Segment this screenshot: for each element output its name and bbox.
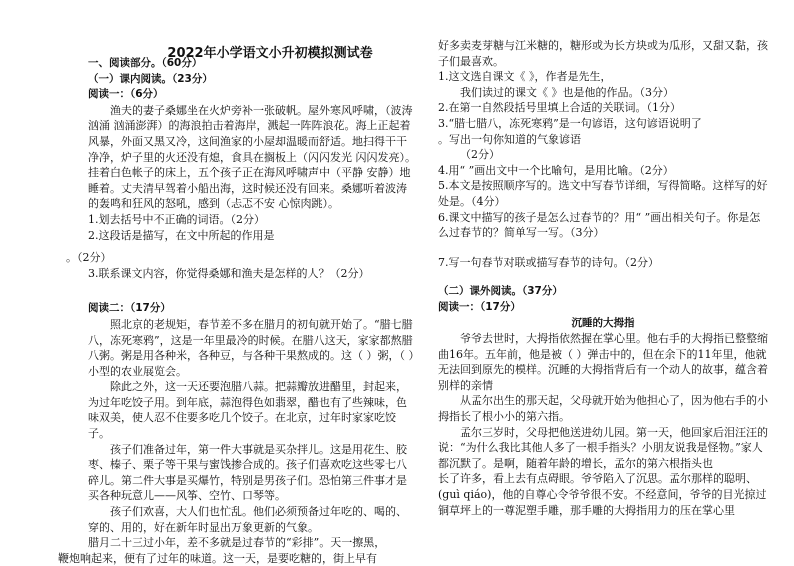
question-score: （2分） bbox=[460, 148, 500, 162]
question: 6.课文中描写的孩子是怎么过春节的？用“ ”画出相关句子。你是怎么过春节的？简单写一写。（3分） bbox=[438, 210, 761, 240]
section-heading: 一、阅读部分。（60分） bbox=[88, 57, 203, 69]
reading-passage: 孩子们准备过年，第一件大事就是买杂拌儿。这是用花生、胶枣、榛子、栗子等干果与蜜饯掺合成的。孩子们喜欢吃这些零七八碎儿。第二件大事是买爆竹，特别是男孩子们。恐怕第三件事才是买各种玩意儿——风筝、空竹、口琴等。 bbox=[88, 442, 407, 503]
reading-passage: 从孟尔出生的那天起，父母就开始为他担心了，因为他右手的小拇指长了根小小的第六指。 bbox=[438, 394, 768, 424]
reading-passage: 孟尔三岁时，父母把他送进幼儿园。第一天，他回家后泪汪汪的说：“为什么我比其他人多了一根手指头？小朋友说我是怪物。”家人都沉默了。是啊，随着年龄的增长，孟尔的第六根指头也 bbox=[438, 425, 768, 470]
reading-passage: 渔夫的妻子桑娜坐在火炉旁补一张破帆。屋外寒风呼啸，（波涛汹涌 汹涌澎湃）的海浪拍击着海岸，溅起一阵阵浪花。海上正起着风暴，外面又黑又冷，这间渔家的小屋却温暖而舒适。地扫得干干净净，炉子里的火还没有熄，食具在搁板上（闪闪发光 闪闪发亮）。挂着白色帐子的床上，五个孩子正在海风呼啸声中（平静 安静）地睡着。丈夫清早驾着小船出海，这时候还没有回来。桑娜听着波涛的轰鸣和狂风的怒吼，感到（忐忑不安 心惊肉跳）。 bbox=[88, 103, 416, 211]
question: 。写出一句你知道的气象谚语 bbox=[438, 132, 581, 146]
question: 1.划去括号中不正确的词语。（2分） bbox=[88, 212, 265, 226]
reading-passage: 孩子们欢喜，大人们也忙乱。他们必须预备过年吃的、喝的、穿的、用的，好在新年时显出万象更新的气象。 bbox=[88, 505, 407, 534]
page-title: 2022年小学语文小升初模拟测试卷 bbox=[167, 46, 373, 61]
reading-passage: 爷爷去世时，大拇指依然握在掌心里。他右手的大拇指已整整缩曲16年。五年前，他是被（ ）弹击中的，但在余下的11年里，他就无法回到原先的模样。沉睡的大拇指背后有一个动人的故事，蕴含着别样的亲情 bbox=[438, 332, 768, 392]
right-column bbox=[438, 38, 768, 518]
reading-passage: 腊月二十三过小年，差不多就是过春节的“彩排”。天一擦黑， bbox=[88, 536, 386, 550]
question: 1.这文选自课文《 》，作者是先生， bbox=[438, 70, 612, 84]
question: 3.“腊七腊八，冻死寒鸦”是一句谚语，这句谚语说明了 bbox=[438, 116, 702, 130]
reading-heading: 阅读一：（17分） bbox=[438, 300, 521, 313]
passage-title: 沉睡的大拇指 bbox=[571, 316, 635, 329]
question: 我们读过的课文《 》也是他的作品。（3分） bbox=[460, 85, 674, 99]
subsection-heading: （一）课内阅读。（23分） bbox=[88, 72, 213, 85]
question: 7.写一句春节对联或描写春节的诗句。（2分） bbox=[438, 255, 659, 269]
reading-passage: 鞭炮响起来，便有了过年的味道。这一天，是要吃糖的，街上早有 bbox=[58, 551, 377, 565]
left-column bbox=[58, 56, 416, 566]
question-score: 。（2分） bbox=[66, 251, 112, 265]
question: 2.这段话是描写，在文中所起的作用是 bbox=[88, 228, 275, 242]
reading-heading: 阅读二：（17分） bbox=[88, 302, 171, 315]
reading-passage: 长了许多，看上去有点碍眼。爷爷陷入了沉思。孟尔那样的聪明、(guì qiáo)，他的自尊心令爷爷很不安。不经意间，爷爷的目光掠过铜草坪上的一尊泥塑手雕，那手雕的大拇指用力的压在掌心里 bbox=[438, 472, 767, 517]
question: 3.联系课文内容，你觉得桑娜和渔夫是怎样的人？（2分） bbox=[88, 266, 370, 280]
question: 5.本文是按照顺序写的。选文中写春节详细，写得简略。这样写的好处是。（4分） bbox=[438, 179, 768, 208]
reading-heading: 阅读一：（6分） bbox=[88, 88, 164, 101]
question: 4.用“ ”画出文中一个比喻句，是用比喻。（2分） bbox=[438, 163, 674, 177]
question: 2.在第一自然段括号里填上合适的关联词。（1分） bbox=[438, 101, 681, 115]
reading-passage: 好多卖麦芽糖与江米糖的，糖形或为长方块或为瓜形，又甜又黏，孩子们最喜欢。 bbox=[438, 39, 768, 68]
subsection-heading: （二）课外阅读。（37分） bbox=[438, 285, 563, 298]
reading-passage: 照北京的老规矩，春节差不多在腊月的初旬就开始了。“腊七腊八，冻死寒鸦”，这是一年里最冷的时候。在腊八这天，家家都熬腊八粥。粥是用各种米，各种豆，与各种干果熬成的。这（ ）粥，（ ）小型的农业展览会。 bbox=[88, 317, 414, 378]
reading-passage: 除此之外，这一天还要泡腊八蒜。把蒜瓣放进醋里，封起来，为过年吃饺子用。到年底，蒜泡得色如翡翠，醋也有了些辣味，色味双美，使人忍不住要多吃几个饺子。在北京，过年时家家吃饺子。 bbox=[88, 380, 407, 441]
